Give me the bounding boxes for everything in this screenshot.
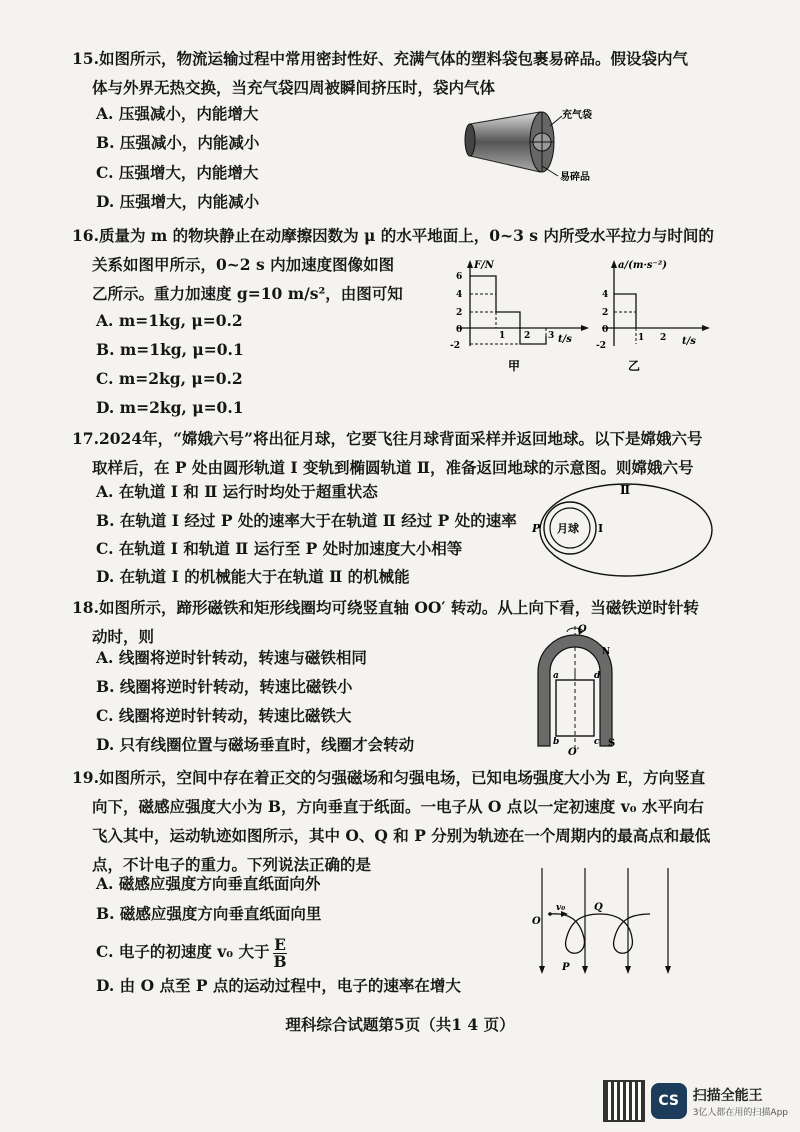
option-d: D. 只有线圈位置与磁场垂直时，线圈才会转动: [96, 735, 415, 754]
air-bag-figure: [462, 106, 612, 186]
option-c: C. 在轨道 Ⅰ 和轨道 Ⅱ 运行至 P 处时加速度大小相等: [96, 539, 463, 558]
magnet-coil-figure: [520, 622, 620, 757]
option-c: C. 压强增大，内能增大: [96, 163, 259, 182]
question-stem: 点，不计电子的重力。下列说法正确的是: [92, 855, 372, 874]
option-b: B. m=1kg, μ=0.1: [96, 340, 244, 359]
question-number: 19.: [72, 768, 99, 787]
electron-trajectory-figure: [530, 866, 690, 976]
question-stem: 关系如图甲所示，0~2 s 内加速度图像如图: [92, 255, 395, 274]
question-17: [72, 424, 732, 482]
y-tick: 4: [456, 290, 463, 300]
question-stem: 如图所示，空间中存在着正交的匀强磁场和匀强电场，已知电场强度大小为 E，方向竖直: [98, 768, 706, 787]
y-axis-label: F/N: [474, 260, 494, 271]
moon-label: 月球: [557, 522, 579, 535]
axis-top-label: O: [578, 624, 587, 635]
question-stem: 取样后，在 P 处由圆形轨道 Ⅰ 变轨到椭圆轨道 Ⅱ，准备返回地球的示意图。则嫦娥六号: [92, 458, 694, 477]
question-stem: 乙所示。重力加速度 g=10 m/s²，由图可知: [92, 284, 403, 303]
question-stem: 体与外界无热交换，当充气袋四周被瞬间挤压时，袋内气体: [92, 78, 496, 97]
coil-corner-a: a: [553, 671, 559, 681]
question-stem: 质量为 m 的物块静止在动摩擦因数为 μ 的水平地面上，0~3 s 内所受水平拉力与时间的: [98, 226, 714, 245]
option-b: B. 压强减小，内能减小: [96, 133, 260, 152]
question-18: [72, 593, 732, 651]
point-q-label: Q: [594, 902, 603, 913]
option-b: B. 在轨道 Ⅰ 经过 P 处的速率大于在轨道 Ⅱ 经过 P 处的速率: [96, 511, 517, 530]
y-tick: -2: [596, 341, 606, 351]
y-tick: 2: [602, 308, 609, 318]
page-footer: 理科综合试题第5页（共1 4 页）: [285, 1015, 515, 1034]
y-tick: 2: [456, 308, 463, 318]
question-stem: 如图所示，物流运输过程中常用密封性好、充满气体的塑料袋包裹易碎品。假设袋内气: [98, 49, 688, 68]
label-fragile-item: 易碎品: [560, 172, 590, 183]
x-tick: 2: [524, 331, 531, 341]
question-stem: 动时，则: [92, 627, 155, 646]
option-c: C. 线圈将逆时针转动，转速比磁铁大: [96, 706, 352, 725]
x-tick: 1: [638, 333, 645, 343]
scanner-title: 扫描全能王: [692, 1087, 763, 1104]
option-c: [96, 935, 287, 970]
option-d: D. m=2kg, μ=0.1: [96, 398, 244, 417]
acceleration-time-graph: [590, 256, 710, 376]
coil-corner-c: c: [594, 737, 600, 747]
question-19: [72, 763, 732, 879]
x-tick: 3: [548, 331, 555, 341]
fraction-e-over-b: [273, 934, 287, 971]
point-o-label: O: [532, 916, 541, 927]
fraction-numerator: E: [274, 934, 286, 954]
y-axis-label: a/(m·s⁻²): [618, 260, 667, 271]
point-p-label: P: [562, 962, 570, 973]
figure-caption: 乙: [628, 359, 641, 373]
question-number: 18.: [72, 598, 99, 617]
coil-corner-d: d: [594, 671, 601, 681]
question-stem: 2024年，“嫦娥六号”将出征月球，它要飞往月球背面采样并返回地球。以下是嫦娥六号: [98, 429, 703, 448]
question-number: 16.: [72, 226, 99, 245]
north-pole-label: N: [602, 647, 611, 657]
option-d: D. 由 O 点至 P 点的运动过程中，电子的速率在增大: [96, 976, 461, 995]
option-c: C. m=2kg, μ=0.2: [96, 369, 243, 388]
option-c-text: C. 电子的初速度 v₀ 大于: [96, 942, 270, 961]
option-a: A. 压强减小，内能增大: [96, 104, 259, 123]
question-stem: 如图所示，蹄形磁铁和矩形线圈均可绕竖直轴 OO′ 转动。从上向下看，当磁铁逆时针转: [98, 598, 699, 617]
axis-bottom-label: O′: [568, 747, 580, 757]
camscanner-logo: CS: [651, 1083, 687, 1119]
option-a: A. 磁感应强度方向垂直纸面向外: [96, 874, 321, 893]
y-tick: 0: [602, 325, 609, 335]
question-number: 15.: [72, 49, 99, 68]
option-a: A. m=1kg, μ=0.2: [96, 311, 243, 330]
option-d: D. 在轨道 Ⅰ 的机械能大于在轨道 Ⅱ 的机械能: [96, 567, 410, 586]
option-d: D. 压强增大，内能减小: [96, 192, 260, 211]
y-tick: 4: [602, 290, 609, 300]
force-time-graph: [440, 256, 590, 376]
question-stem: 向下，磁感应强度大小为 B，方向垂直于纸面。一电子从 O 点以一定初速度 v₀ 水平向右: [92, 797, 704, 816]
point-p-label: P: [532, 522, 541, 535]
x-tick: 1: [499, 331, 506, 341]
x-axis-label: t/s: [682, 336, 696, 347]
orbit-1-label: Ⅰ: [598, 522, 604, 535]
scanner-watermark: [603, 1080, 788, 1122]
y-tick: -2: [450, 341, 460, 351]
velocity-label: v₀: [556, 903, 566, 913]
y-tick: 6: [456, 272, 463, 282]
coil-corner-b: b: [553, 737, 560, 747]
x-axis-label: t/s: [558, 334, 572, 345]
option-a: A. 线圈将逆时针转动，转速与磁铁相同: [96, 648, 367, 667]
x-tick: 2: [660, 333, 667, 343]
question-15: [72, 44, 732, 102]
option-b: B. 线圈将逆时针转动，转速比磁铁小: [96, 677, 353, 696]
fraction-denominator: B: [273, 951, 287, 971]
option-b: B. 磁感应强度方向垂直纸面向里: [96, 904, 322, 923]
south-pole-label: S: [608, 738, 616, 749]
orbit-figure: [530, 480, 720, 580]
figure-caption: 甲: [508, 359, 521, 373]
question-stem: 飞入其中，运动轨迹如图所示，其中 O、Q 和 P 分别为轨迹在一个周期内的最高点和最低: [92, 826, 711, 845]
label-air-bag: 充气袋: [562, 110, 592, 121]
y-tick: 0: [456, 325, 463, 335]
question-number: 17.: [72, 429, 99, 448]
orbit-2-label: Ⅱ: [620, 483, 631, 497]
scanner-subtitle: 3亿人都在用的扫描App: [692, 1107, 788, 1118]
option-a: A. 在轨道 Ⅰ 和 Ⅱ 运行时均处于超重状态: [96, 482, 378, 501]
qr-code: [603, 1080, 645, 1122]
